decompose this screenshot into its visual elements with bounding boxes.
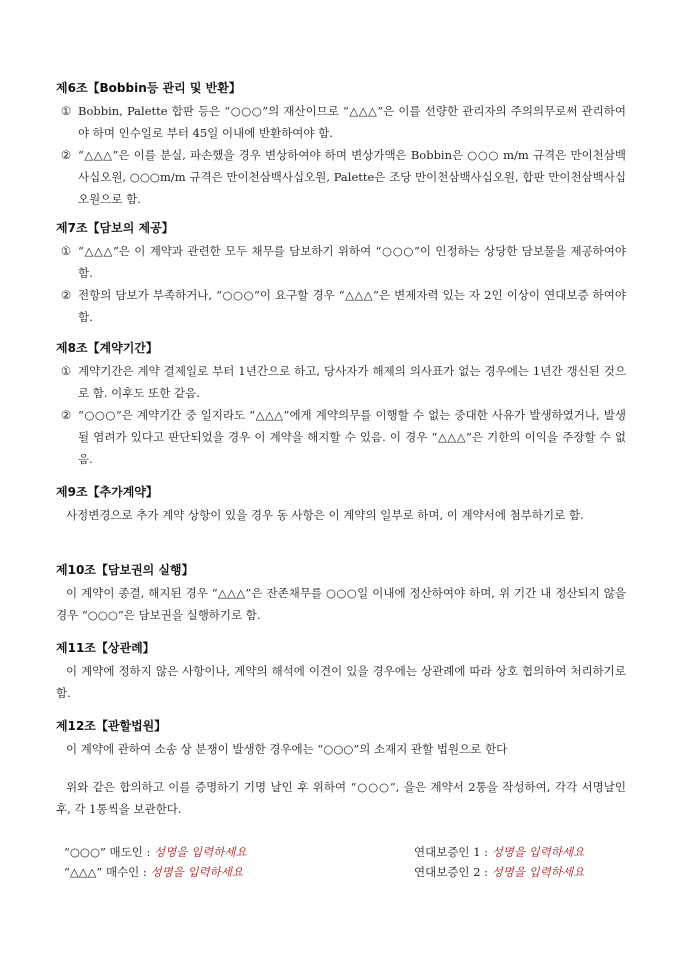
closing-paragraph: 위와 같은 합의하고 이를 증명하기 기명 날인 후 위하여 “○○○”, 을은 계약서 2통을 작성하여, 각각 서명날인 후, 각 1통씩을 보관한다. <box>56 780 626 816</box>
buyer-name-field[interactable]: 성명을 입력하세요 <box>150 865 243 879</box>
guarantor2-name-field[interactable]: 성명을 입력하세요 <box>491 865 585 879</box>
article-12 <box>56 718 626 760</box>
clause-number: ② <box>60 408 72 422</box>
guarantor2-signature <box>414 862 584 882</box>
clause-item <box>56 360 626 404</box>
clause-text: “△△△”은 이 계약과 관련한 모두 채무를 담보하기 위하여 “○○○”이 인정하는 상당한 담보물을 제공하여야 함. <box>78 244 626 280</box>
article-6 <box>56 80 626 210</box>
article-8 <box>56 340 626 470</box>
clause-item <box>56 240 626 284</box>
clause-text: “△△△”은 이를 분실, 파손했을 경우 변상하여야 하며 변상가액은 Bobbin은 ○○○ m/m 규격은 만이천삼백사십오원, ○○○m/m 규격은 만이천삼백사십오원, Palette은 조당 만이천삼백사십오원, 합판 만이천삼백사십오원으로 함. <box>78 148 626 206</box>
clause-number: ② <box>60 148 72 162</box>
clause-item <box>56 404 626 470</box>
article-heading: 제7조【담보의 제공】 <box>56 221 174 235</box>
seller-signature <box>64 842 247 862</box>
guarantor1-signature <box>414 842 584 862</box>
buyer-label: “△△△” 매수인 : <box>64 865 147 879</box>
article-paragraph: 사정변경으로 추가 계약 상항이 있을 경우 동 사항은 이 계약의 일부로 하며, 이 계약서에 첨부하기로 함. <box>66 508 584 522</box>
seller-label: “○○○” 매도인 : <box>64 845 151 859</box>
article-paragraph: 이 계약에 관하여 소송 상 분쟁이 발생한 경우에는 “○○○”의 소재지 관할 법원으로 한다 <box>66 742 508 756</box>
article-9 <box>56 484 626 526</box>
article-heading: 제8조【계약기간】 <box>56 341 158 355</box>
guarantor1-name-field[interactable]: 성명을 입력하세요 <box>491 845 585 859</box>
clause-number: ① <box>60 104 72 118</box>
article-heading: 제10조【담보권의 실행】 <box>56 563 194 577</box>
article-10 <box>56 562 626 626</box>
buyer-signature <box>64 862 243 882</box>
clause-item <box>56 144 626 210</box>
clause-text: “○○○”은 계약기간 중 일지라도 “△△△”에게 계약의무를 이행할 수 없는 중대한 사유가 발생하였거나, 발생될 염려가 있다고 판단되었을 경우 이 계약을 해지할 수 있음. 이 경우 “△△△”은 기한의 이익을 주장할 수 없음. <box>78 408 626 466</box>
clause-text: 전항의 담보가 부족하거나, “○○○”이 요구할 경우 “△△△”은 변제자력 있는 자 2인 이상이 연대보증 하여야 함. <box>78 288 626 324</box>
guarantor2-label: 연대보증인 2 : <box>414 865 489 879</box>
closing-statement <box>56 776 626 820</box>
article-heading: 제11조【상관례】 <box>56 641 155 655</box>
seller-name-field[interactable]: 성명을 입력하세요 <box>154 845 247 859</box>
clause-item <box>56 100 626 144</box>
article-7 <box>56 220 626 328</box>
clause-text: 계약기간은 계약 결제일로 부터 1년간으로 하고, 당사자가 해제의 의사표가 없는 경우에는 1년간 갱신된 것으로 함. 이후도 또한 같음. <box>78 364 626 400</box>
guarantor1-label: 연대보증인 1 : <box>414 845 489 859</box>
clause-number: ② <box>60 288 72 302</box>
clause-number: ① <box>60 364 72 378</box>
clause-item <box>56 284 626 328</box>
article-paragraph: 이 계약에 정하지 않은 사항이나, 계약의 해석에 이견이 있을 경우에는 상관례에 따라 상호 협의하여 처리하기로 함. <box>56 664 626 700</box>
article-paragraph: 이 계약이 종결, 해지된 경우 “△△△”은 잔존채무를 ○○○일 이내에 정산하여야 하며, 위 기간 내 정산되지 않을 경우 “○○○”은 담보권을 실행하기로 함. <box>56 586 626 622</box>
clause-text: Bobbin, Palette 합판 등은 “○○○”의 재산이므로 “△△△”은 이를 선량한 관리자의 주의의무로써 관리하여야 하며 인수일로 부터 45일 이내에 반환하여야 함. <box>78 104 626 140</box>
clause-number: ① <box>60 244 72 258</box>
article-heading: 제6조【Bobbin등 관리 및 반환】 <box>56 81 241 95</box>
article-heading: 제12조【관할법원】 <box>56 719 167 733</box>
article-11 <box>56 640 626 704</box>
article-heading: 제9조【추가계약】 <box>56 485 158 499</box>
